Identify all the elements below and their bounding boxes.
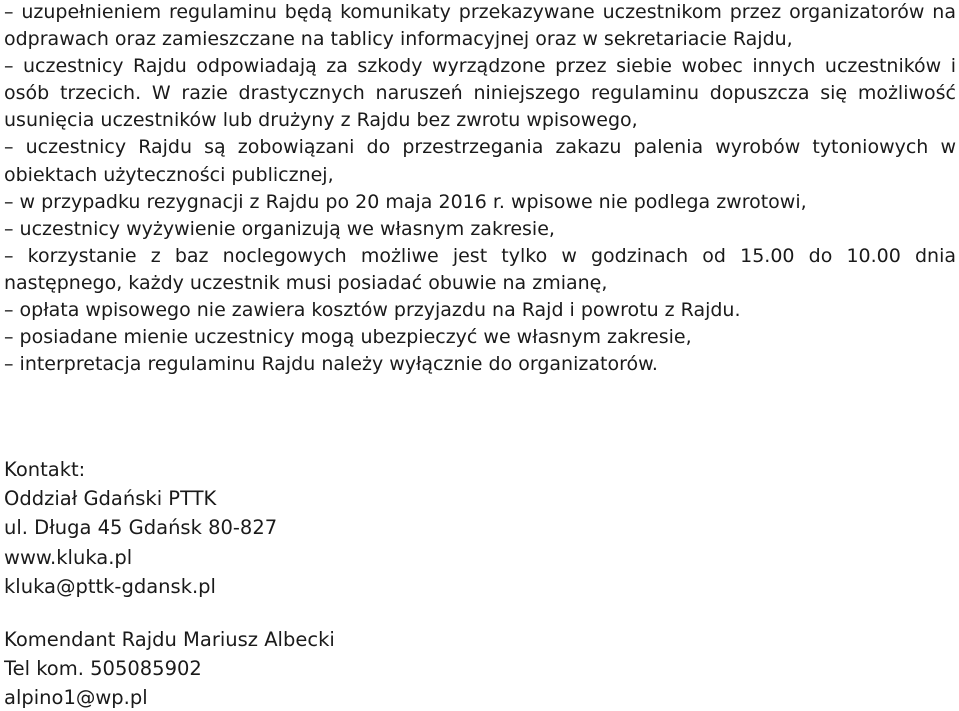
rule-item: – uczestnicy Rajdu są zobowiązani do przestrzegania zakazu palenia wyrobów tytoniowych w obiektach użyteczności publicznej, [4,136,956,186]
rule-item: – uczestnicy wyżywienie organizują we własnym zakresie, [4,217,555,240]
contact-organization: Oddział Gdański PTTK [4,487,217,511]
rules-list [4,0,956,378]
rule-item: – korzystanie z baz noclegowych możliwe jest tylko w godzinach od 15.00 do 10.00 dnia następnego, każdy uczestnik musi posiadać obuwie na zmianę, [4,244,956,294]
commander-phone: Tel kom. 505085902 [4,657,202,681]
rule-item: – uczestnicy Rajdu odpowiadają za szkody wyrządzone przez siebie wobec innych uczestników i osób trzecich. W razie drastycznych naruszeń niniejszego regulaminu dopuszcza się możliwość usunięcia uczestników lub drużyny z Rajdu bez zwrotu wpisowego, [4,55,956,132]
rule-item: – opłata wpisowego nie zawiera kosztów przyjazdu na Rajd i powrotu z Rajdu. [4,299,741,322]
rule-item: – posiadane mienie uczestnicy mogą ubezpieczyć we własnym zakresie, [4,326,692,349]
commander-email-link[interactable]: alpino1@wp.pl [4,686,148,710]
rule-item: – uzupełnieniem regulaminu będą komunikaty przekazywane uczestnikom przez organizatorów na odprawach oraz zamieszczane na tablicy informacyjnej oraz w sekretariacie Rajdu, [4,1,956,51]
document-page [4,0,956,711]
rule-item: – interpretacja regulaminu Rajdu należy wyłącznie do organizatorów. [4,353,658,376]
commander-name: Komendant Rajdu Mariusz Albecki [4,628,335,651]
rule-item: – w przypadku rezygnacji z Rajdu po 20 maja 2016 r. wpisowe nie podlega zwrotowi, [4,190,807,213]
contact-website-link[interactable]: www.kluka.pl [4,545,133,569]
contact-heading: Kontakt: [4,458,86,481]
commander-block [4,625,335,711]
contact-block [4,455,277,601]
contact-email-link[interactable]: kluka@pttk-gdansk.pl [4,574,216,598]
contact-address: ul. Długa 45 Gdańsk 80-827 [4,516,278,540]
